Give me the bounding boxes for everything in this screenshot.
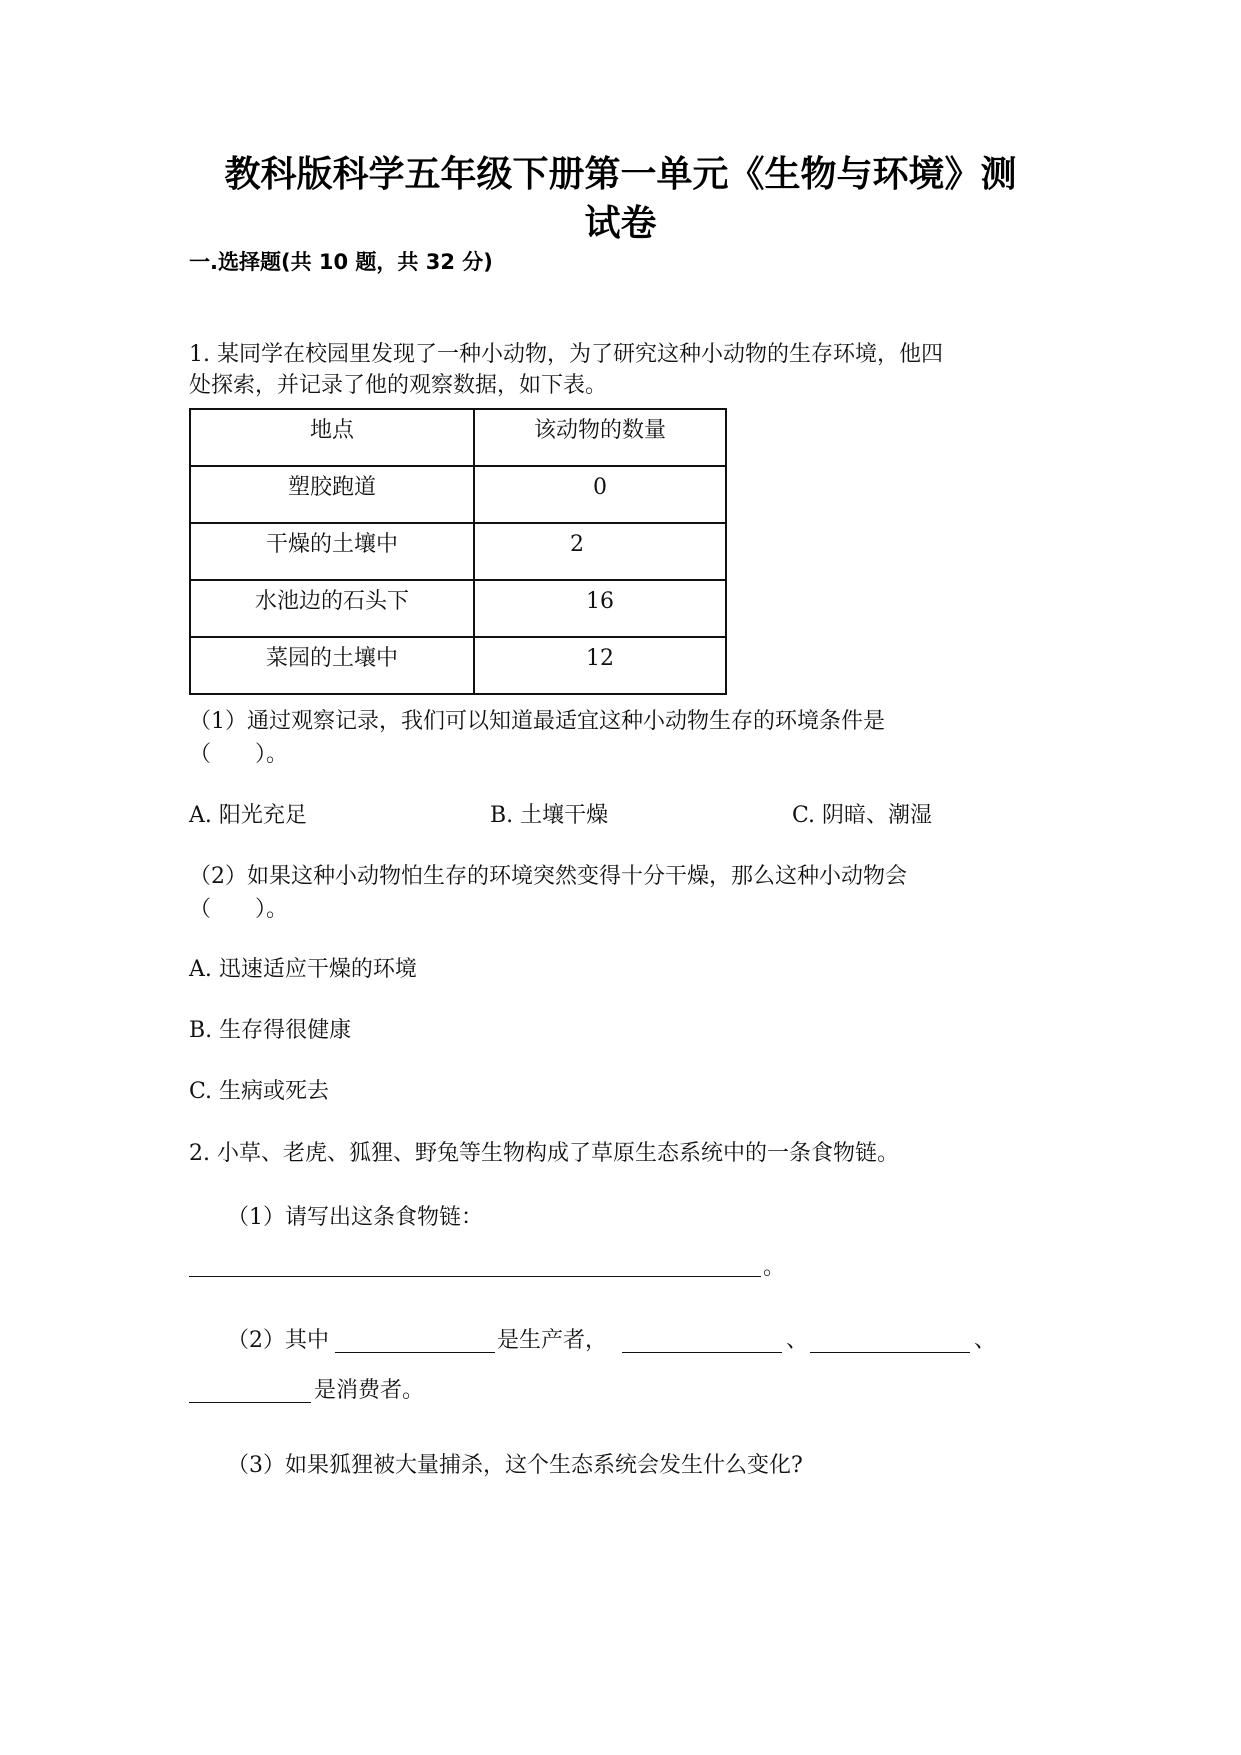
q2-sub2-end: 是消费者。 (314, 1378, 425, 1403)
q1-sub1-line2: （ ）。 (189, 742, 289, 767)
table-cell-count: 2 (474, 523, 726, 580)
q1-stem-line1: 1. 某同学在校园里发现了一种小动物，为了研究这种小动物的生存环境，他四 (189, 342, 943, 367)
table-cell-count: 12 (474, 637, 726, 694)
table-cell-count: 0 (474, 466, 726, 523)
table-cell-location: 水池边的石头下 (190, 580, 474, 637)
q1-sub1-option-c: C. 阴暗、潮湿 (792, 803, 933, 828)
table-cell-location: 菜园的土壤中 (190, 637, 474, 694)
table-row (190, 580, 726, 637)
q2-sub2-mid: 是生产者， (497, 1328, 608, 1353)
table-row (190, 523, 726, 580)
consumer-answer-blank-1[interactable] (622, 1352, 782, 1353)
q1-sub2-option-b: B. 生存得很健康 (189, 1018, 352, 1043)
q1-sub1-line1: （1）通过观察记录，我们可以知道最适宜这种小动物生存的环境条件是 (189, 709, 885, 734)
observation-table (189, 408, 727, 695)
q1-sub2-option-a: A. 迅速适应干燥的环境 (189, 957, 417, 982)
table-header-row (190, 409, 726, 466)
q2-sub2-sep1: 、 (786, 1328, 809, 1353)
q2-sub1-end: 。 (763, 1255, 786, 1280)
section-heading: 一.选择题(共 10 题，共 32 分) (189, 250, 493, 274)
table-cell-location: 干燥的土壤中 (190, 523, 474, 580)
table-header-count: 该动物的数量 (474, 409, 726, 466)
page-title-line1: 教科版科学五年级下册第一单元《生物与环境》测 (224, 154, 1017, 195)
q2-sub2-prefix: （2）其中 (227, 1328, 329, 1353)
q1-sub2-line1: （2）如果这种小动物怕生存的环境突然变得十分干燥，那么这种小动物会 (189, 864, 907, 889)
q1-sub2-option-c: C. 生病或死去 (189, 1079, 330, 1104)
table-row (190, 466, 726, 523)
q2-stem: 2. 小草、老虎、狐狸、野兔等生物构成了草原生态系统中的一条食物链。 (189, 1141, 899, 1166)
q2-sub1: （1）请写出这条食物链： (227, 1205, 483, 1230)
q1-sub2-line2: （ ）。 (189, 897, 289, 922)
q2-sub3: （3）如果狐狸被大量捕杀，这个生态系统会发生什么变化? (227, 1453, 803, 1478)
consumer-answer-blank-2[interactable] (810, 1352, 970, 1353)
page-title-line2: 试卷 (584, 203, 657, 244)
q1-sub1-option-b: B. 土壤干燥 (490, 803, 609, 828)
q1-sub1-option-a: A. 阳光充足 (189, 803, 307, 828)
table-header-location: 地点 (190, 409, 474, 466)
q1-stem-line2: 处探索，并记录了他的观察数据，如下表。 (189, 373, 608, 398)
producer-answer-blank[interactable] (335, 1352, 495, 1353)
table-cell-count: 16 (474, 580, 726, 637)
q2-sub2-sep2: 、 (974, 1328, 997, 1353)
consumer-answer-blank-3[interactable] (189, 1402, 311, 1403)
table-cell-location: 塑胶跑道 (190, 466, 474, 523)
food-chain-answer-blank[interactable] (189, 1276, 761, 1277)
table-row (190, 637, 726, 694)
